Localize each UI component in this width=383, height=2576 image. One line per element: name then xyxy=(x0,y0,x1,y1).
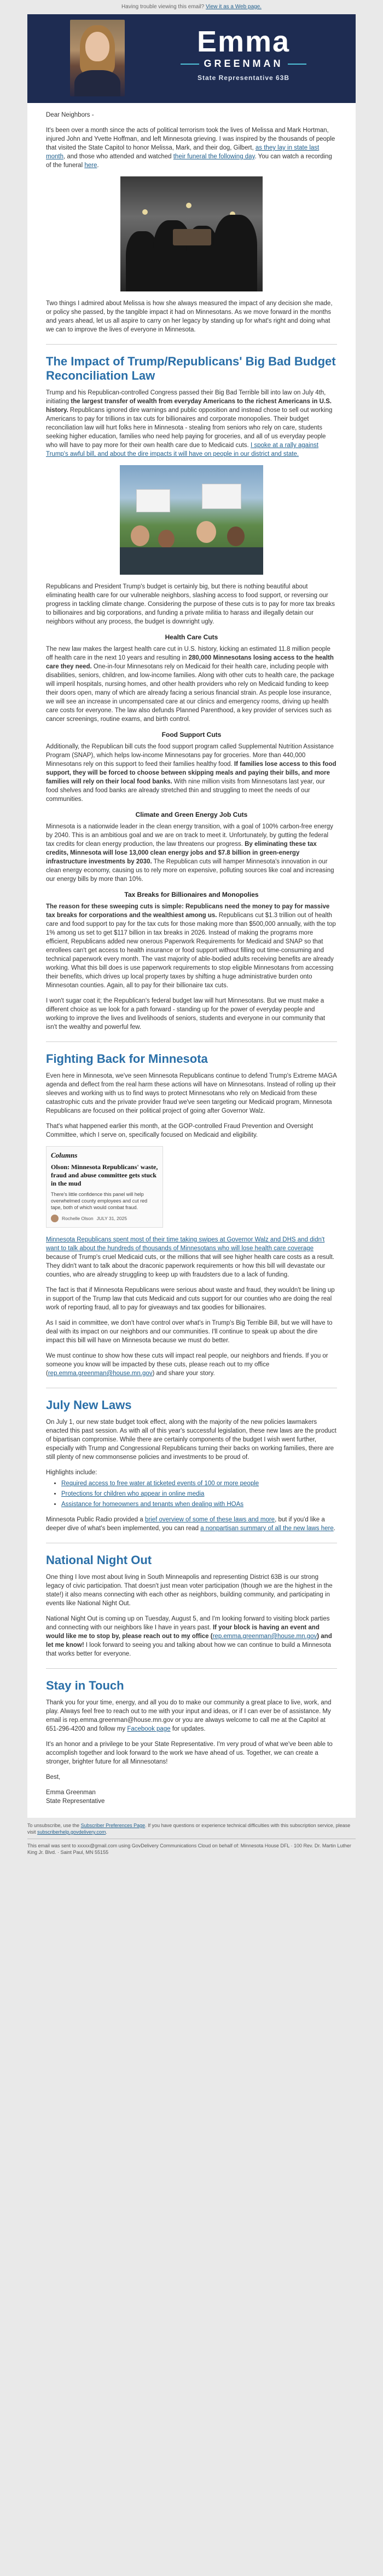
footer-sent-to: This email was sent to xxxxx@gmail.com using GovDelivery Communications Cloud on behalf of: Minnesota House DFL · 100 Rev. Dr. Martin Luther King Jr. Blvd. · Saint Paul, MN 55155 xyxy=(27,1843,351,1855)
rally-link[interactable]: I spoke at a rally against Trump's awful bill, and about the dire impacts it will have on people in our district and state. xyxy=(46,442,318,457)
first-name: Emma xyxy=(196,25,291,58)
section-divider xyxy=(46,1041,337,1042)
footer-unsubscribe: To unsubscribe, use the Subscriber Preferences Page. If you have questions or experience technical difficulties with this subscription service, please visit subscriberhelp.govdelivery.com. xyxy=(27,1823,351,1835)
lay-in-state-link[interactable]: as they lay in state last month xyxy=(46,145,320,160)
nno-paragraph-2: National Night Out is coming up on Tuesday, August 5, and I'm looking forward to visiting block parties and connecting with our neighbors like I have in years past. If your block is having an event and would like me to stop by, please reach out to my office (rep.emma.greenman@house.mn.gov) and let me know! I look forward to seeing you and talking about how we can continue to build a Minnesota that works better for everyone. xyxy=(46,1616,332,1657)
bbb-closing: I won't sugar coat it; the Republican's federal budget law will hurt Minnesotans. But we must make a different choice as we look for a path forward - standing up for the power of everyday people and working to improve the lives and livelihoods of seniors, students and everyone in our community that isn't the wealthy and powerful few. xyxy=(46,998,326,1031)
fighting-paragraph-1: Even here in Minnesota, we've seen Minnesota Republicans continue to defend Trump's Extreme MAGA agenda and deflect from the real harm these actions will have on Minnesotans. Instead of rolling up their sleeves and working with us to find ways to protect Minnesotans who rely on Medicaid from these catastrophic cuts and the private provider fraud we've seen targeting our Medicaid program, Minnesota Republicans are focused on their political project of going after Governor Walz. xyxy=(46,1073,337,1114)
stay-paragraph-2: It's an honor and a privilege to be your State Representative. I'm very proud of what we've been able to accomplish together and look forward to the work we have ahead of us. Together, we can create a stronger, brighter future for all Minnesotans! xyxy=(46,1741,333,1765)
bbb-paragraph-1: Trump and his Republican-controlled Congress passed their Big Bad Terrible bill into law on July 4th, initiating the largest transfer of wealth from everyday Americans to the richest Americans in U.S. history. Republicans ignored dire warnings and public opposition and instead chose to sell out working Americans to pay for trillions in tax cuts for billionaires and corporate monopolies. Their budget reconciliation law will hurt folks here in Minnesota - stealing from seniors who rely on care, students seeking higher education, families who need help paying for groceries, and all of us everyday people who will have to pay more for their own health care due to Medicaid cuts. I spoke at a rally against Trump's awful bill, and about the dire impacts it will have on people in our district and state. xyxy=(46,390,333,457)
signature-name: Emma Greenman xyxy=(46,1789,96,1796)
article-author: Rochelle Olson xyxy=(62,1216,94,1221)
section-divider xyxy=(46,344,337,345)
nonpartisan-summary-link[interactable]: a nonpartisan summary of all the new laws here xyxy=(200,1525,334,1532)
view-as-webpage-link[interactable]: View it as a Web page. xyxy=(206,4,262,10)
author-avatar xyxy=(51,1215,59,1222)
last-name: GREENMAN xyxy=(204,58,283,69)
rally-photo xyxy=(120,465,263,575)
health-heading: Health Care Cuts xyxy=(165,633,218,641)
list-item[interactable]: • Required access to free water at ticketed events of 100 or more people xyxy=(61,1479,337,1488)
footer xyxy=(27,1818,356,1860)
article-dek: There's little confidence this panel will help overwhelmed county employees and cut red tape, both of which would combat fraud. xyxy=(51,1192,148,1210)
accent-bar-left xyxy=(181,64,199,65)
fighting-paragraph-3: Minnesota Republicans spent most of their time taking swipes at Governor Walz and DHS and didn't want to talk about the hundreds of thousands of Minnesotans who will lose health care coverage because of Trump's cruel Medicaid cuts, or the millions that will see higher health care costs as a result. They didn't want to talk about the draconic paperwork requirements or how this bill will devastate our counties, who are already struggling to keep up with fraudsters due to a lack of funding. xyxy=(46,1237,334,1278)
article-meta xyxy=(51,1214,158,1223)
article-section: Columns xyxy=(51,1151,78,1159)
mpr-overview-link[interactable]: brief overview of some of these laws and more xyxy=(144,1516,275,1523)
news-article-card[interactable] xyxy=(46,1146,163,1228)
office-email-link[interactable]: rep.emma.greenman@house.mn.gov xyxy=(48,1370,153,1377)
facebook-link[interactable]: Facebook page xyxy=(127,1726,171,1732)
climate-heading: Climate and Green Energy Job Cuts xyxy=(135,811,248,818)
section-divider xyxy=(46,1668,337,1669)
food-paragraph: Additionally, the Republican bill cuts the food support program called Supplemental Nutrition Assistance Program (SNAP), which helps low-income Minnesotans pay for groceries. More than 440,000 Minnesotans rely on this support to feed their families healthy food. If families lose access to this food support, they will be forced to choose between skipping meals and paying their bills, and more families will rely on their local food banks. With nine million visits from Minnesotans last year, our food shelves and food banks are already stretched thin and struggling to meet the needs of our communities. xyxy=(46,743,336,803)
fighting-paragraph-2: That's what happened earlier this month, at the GOP-controlled Fraud Prevention and Oversight Committee, which I serve on, specifically focused on Medicaid and eligibility. xyxy=(46,1123,314,1138)
article-date: JULY 31, 2025 xyxy=(96,1216,127,1221)
health-paragraph: The new law makes the largest health care cut in U.S. history, kicking an estimated 11.8 million people off health care in the next 10 years and resulting in 280,000 Minnesotans losing access to the health care they need. One-in-four Minnesotans rely on Medicaid for their health care, including people with disabilities, seniors, children, and low-income families. Along with other cuts to health care, the package will imperil hospitals, nursing homes, and other health providers who rely on Medicaid funding to keep their doors open, many of which are already facing a serious financial strain. As people lose insurance, we will see an increase in uncompensated care at our clinics and emergency rooms, driving up health care costs for everyone. The law also defunds Planned Parenthood, a key provider of services such as cancer screenings, routine exams, and birth control. xyxy=(46,646,334,723)
top-note xyxy=(0,0,383,14)
bbb-heading: The Impact of Trump/Republicans' Big Bad Budget Reconciliation Law xyxy=(46,354,336,382)
tax-paragraph: The reason for these sweeping cuts is simple: Republicans need the money to pay for massive tax breaks for corporations and the wealthiest among us. Republicans cut $1.3 trillion out of health care and food support to pay for the tax cuts for those making more than $500,000 annually, with the top 1% among us set to get $117 billion in tax breaks in 2026. Instead of making the programs more efficient, Republicans added new onerous Paperwork Requirements for Medicaid and SNAP so that enrollees can't get access to health insurance or food support without filling out time-consuming and technical paperwork every month. The vast majority of able-bodied adults receiving benefits are already working. What this bill does is use paperwork requirements to stop eligible Minnesotans from accessing their benefits, which drives up local property taxes by shifting a huge administrative burden onto Minnesotan counties. Again, all to pay for their billionaire tax cuts. xyxy=(46,903,336,989)
climate-paragraph: Minnesota is a nationwide leader in the clean energy transition, with a goal of 100% carbon-free energy by 2040. This is an ambitious goal and we are on track to meet it. Unfortunately, by gutting the federal tax credits for clean energy production, the law threatens our progress. By eliminating these tax credits, Minnesota will lose 13,000 clean energy jobs and $7.8 billion in green-energy infrastructure investments by 2030. The Republican cuts will hamper Minnesota's innovation in our clean energy economy, causing us to rely more on expensive, polluting sources like coal and increasing our energy bills by more than 10%. xyxy=(46,823,334,883)
fighting-heading: Fighting Back for Minnesota xyxy=(46,1052,208,1066)
email-container xyxy=(27,14,356,1818)
laws-paragraph-1: On July 1, our new state budget took effect, along with the majority of the new policies lawmakers enacted this past session. As with all of this year's successful legislation, these new laws are the product of bipartisan compromise. While there are certainly components of the budget I wish went further, especially with Trump and Congressional Republicans turning their backs on working families, there are still plenty of new commonsense policies and investments to be proud of. xyxy=(46,1419,336,1461)
laws-heading: July New Laws xyxy=(46,1398,132,1412)
signoff: Best, xyxy=(46,1774,61,1781)
header-banner xyxy=(27,14,356,103)
nno-paragraph-1: One thing I love most about living in South Minneapolis and representing District 63B is our strong legacy of civic participation. That doesn't just mean voter participation (though we are the highest in the state!) it also means connecting with each other as neighbors, building community, and participating in events like National Night Out. xyxy=(46,1574,333,1607)
stay-paragraph-1: Thank you for your time, energy, and all you do to make our community a great place to live, work, and play. Always feel free to reach out to me with your input and ideas, or if I can ever be of assistance. My email is rep.emma.greenman@house.mn.gov or you are always welcome to call me at the Capitol at 651-296-4200 and follow my Facebook page for updates. xyxy=(46,1699,332,1732)
representative-photo xyxy=(70,20,125,96)
signature-title: State Representative xyxy=(46,1798,105,1805)
nno-heading: National Night Out xyxy=(46,1553,152,1567)
subscriber-help-link[interactable]: subscriberhelp.govdelivery.com xyxy=(37,1829,106,1835)
fighting-paragraph-5: As I said in committee, we don't have control over what's in Trump's Big Terrible Bill, but we will have to deal with its impact on our neighbors and our communities. I'll continue to speak up about the dire impact this bill will have on Minnesota because we must do better. xyxy=(46,1320,333,1344)
article-headline[interactable]: Olson: Minnesota Republicans' waste, fraud and abuse committee gets stuck in the mud xyxy=(51,1163,158,1187)
intro-paragraph-1: It's been over a month since the acts of political terrorism took the lives of Melissa and Mark Hortman, injured John and Yvette Hoffman, and left Minnesota grieving. I was inspired by the thousands of people that visited the State Capitol to honor Melissa, Mark, and their dog, Gilbert, as they lay in state last month, and those who attended and watched their funeral the following day. You can watch a recording of the funeral here. xyxy=(46,127,335,169)
memorial-photo xyxy=(120,176,263,291)
laws-paragraph-2: Minnesota Public Radio provided a brief overview of some of these laws and more, but if you'd like a deeper dive of what's been implemented, you can read a nonpartisan summary of all the new laws here. xyxy=(46,1516,335,1532)
food-heading: Food Support Cuts xyxy=(161,731,222,739)
main-content xyxy=(27,103,356,1818)
list-item[interactable]: • Protections for children who appear in online media xyxy=(61,1490,337,1498)
stay-heading: Stay in Touch xyxy=(46,1679,124,1692)
subscriber-preferences-link[interactable]: Subscriber Preferences Page xyxy=(80,1823,146,1828)
intro-paragraph-2: Two things I admired about Melissa is how she always measured the impact of any decision she made, or policy she passed, by the tangible impact it had on Minnesotans. As we move forward in the months and years ahead, let us all aspire to carry on her legacy by standing up for what's right and doing what we can to improve the lives of everyone in Minnesota. xyxy=(46,300,333,333)
greeting: Dear Neighbors - xyxy=(46,112,94,118)
accent-bar-right xyxy=(288,64,306,65)
fighting-paragraph-6: We must continue to show how these cuts will impact real people, our neighbors and friends. If you or someone you know will be impacted by these cuts, please reach out to my office (rep.emma.greenman@house.mn.gov) and share your story. xyxy=(46,1353,328,1377)
bbb-paragraph-2: Republicans and President Trump's budget is certainly big, but there is nothing beautiful about eliminating health care for our vulnerable neighbors, slashing access to food support, or reversing our progress in tackling climate change. Considering the purpose of these cuts is to pay for more tax breaks to billionaires and big corporations, and funding a private militia to harass and illegally detain our neighbors without any process, the budget is downright ugly. xyxy=(46,583,335,625)
committee-link[interactable]: Minnesota Republicans spent most of their time taking swipes at Governor Walz and DHS and didn't want to talk about the hundreds of thousands of Minnesotans who will lose health care coverage xyxy=(46,1237,325,1252)
funeral-recording-link[interactable]: here xyxy=(84,162,97,169)
fighting-paragraph-4: The fact is that if Minnesota Republicans were serious about waste and fraud, they wouldn't be lining up in support of the Trump law that cuts Medicaid and cuts support for our counties who are doing the real work of reporting fraud, all to pay for giveaways and tax goodies for billionaires. xyxy=(46,1287,335,1311)
list-item[interactable]: • Assistance for homeowners and tenants when dealing with HOAs xyxy=(61,1500,337,1509)
brand-block xyxy=(164,26,323,82)
representative-title: State Representative 63B xyxy=(197,74,290,82)
highlights-list xyxy=(46,1479,337,1509)
funeral-link[interactable]: their funeral the following day xyxy=(173,153,255,160)
nno-email-link[interactable]: rep.emma.greenman@house.mn.gov xyxy=(212,1633,317,1640)
highlights-label: Highlights include: xyxy=(46,1469,97,1476)
tax-heading: Tax Breaks for Billionaires and Monopolies xyxy=(124,891,259,898)
top-note-text: Having trouble viewing this email? xyxy=(121,4,206,10)
